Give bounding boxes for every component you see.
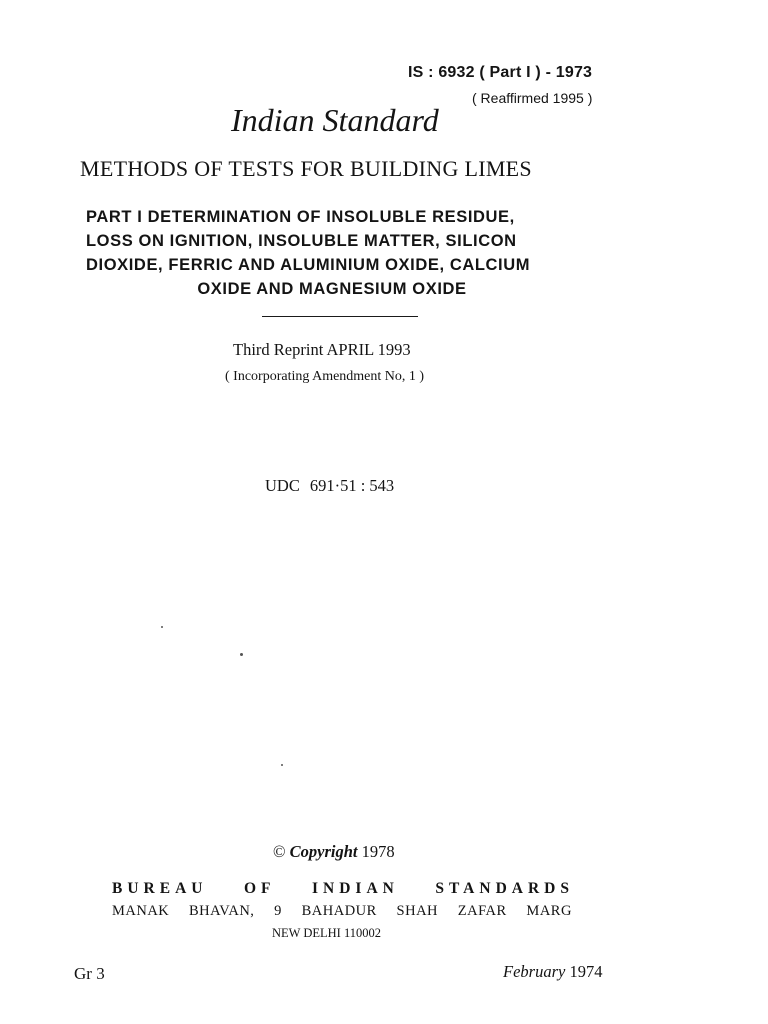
- publisher-name-word: BUREAU: [112, 880, 208, 897]
- part-title-line: OXIDE AND MAGNESIUM OXIDE: [197, 280, 467, 298]
- standard-number: IS : 6932 ( Part I ) - 1973: [408, 64, 593, 81]
- publication-month: February: [503, 962, 566, 981]
- publisher-city: NEW DELHI 110002: [272, 926, 382, 940]
- divider-rule: [262, 316, 418, 317]
- scan-speck: [281, 764, 283, 766]
- part-title: [86, 205, 606, 301]
- part-title-line: LOSS ON IGNITION, INSOLUBLE MATTER, SILICON: [86, 232, 517, 250]
- udc-classification: [265, 476, 394, 496]
- copyright-line: [273, 842, 395, 862]
- copyright-year: 1978: [361, 842, 395, 861]
- publisher-name-word: STANDARDS: [435, 880, 574, 897]
- publisher-name-word: OF: [243, 880, 276, 897]
- address-word: 9: [274, 903, 282, 919]
- address-word: MARG: [526, 903, 572, 919]
- price-grade: Gr 3: [74, 964, 105, 983]
- amendment-note: ( Incorporating Amendment No, 1 ): [225, 369, 425, 384]
- udc-label: UDC: [265, 476, 300, 495]
- publisher-name: [112, 880, 574, 898]
- document-heading: Indian Standard: [231, 102, 439, 138]
- publisher-name-word: INDIAN: [312, 880, 399, 897]
- address-word: BHAVAN,: [189, 903, 255, 919]
- scan-speck: [240, 653, 243, 656]
- main-title: METHODS OF TESTS FOR BUILDING LIMES: [80, 156, 532, 181]
- scan-speck: [161, 626, 163, 628]
- udc-code: 691·51 : 543: [309, 476, 395, 495]
- address-word: SHAH: [396, 903, 439, 919]
- part-title-line: PART I DETERMINATION OF INSOLUBLE RESIDUE,: [86, 208, 515, 226]
- copyright-symbol: ©: [273, 842, 286, 861]
- address-word: MANAK: [112, 903, 170, 919]
- address-word: ZAFAR: [457, 903, 507, 919]
- part-title-line: DIOXIDE, FERRIC AND ALUMINIUM OXIDE, CALCIUM: [86, 256, 531, 274]
- publisher-address: [112, 903, 572, 920]
- reprint-note: Third Reprint APRIL 1993: [233, 340, 411, 359]
- copyright-word: Copyright: [289, 842, 358, 861]
- publication-date: [503, 962, 602, 982]
- address-word: BAHADUR: [301, 903, 377, 919]
- publication-year: 1974: [569, 962, 603, 981]
- reaffirmed-note: ( Reaffirmed 1995 ): [472, 90, 593, 106]
